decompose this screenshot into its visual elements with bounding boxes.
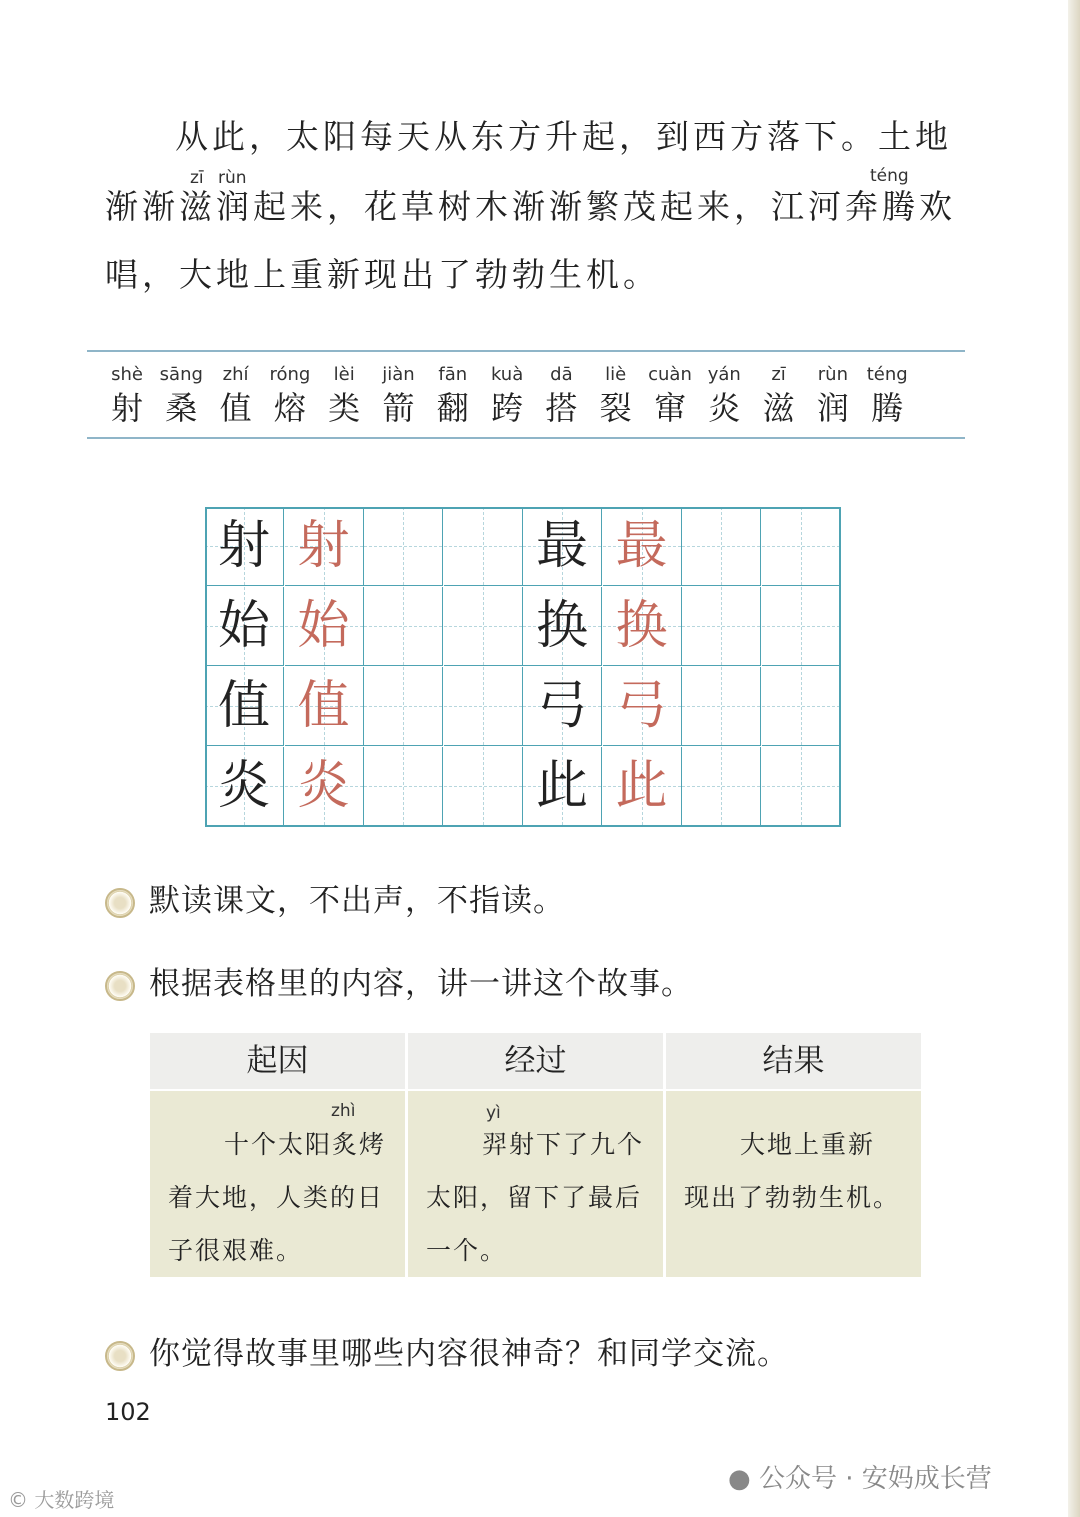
vocab-pinyin: róng [269,364,311,385]
pinyin-teng: téng [870,166,909,186]
vocab-item [480,362,534,428]
watermark-left [8,1484,114,1513]
vocab-item [534,362,588,428]
question-3-text: 你觉得故事里哪些内容很神奇？和同学交流。 [149,1336,789,1372]
vocab-item [426,362,480,428]
vocab-pinyin: téng [866,364,908,385]
trace-character: 弓 [615,676,668,736]
grid-cell [205,507,284,586]
model-character: 弓 [535,676,588,736]
vocab-item [752,362,806,428]
grid-cell [205,587,284,666]
grid-cell [285,667,364,746]
pinyin-run: rùn [218,168,247,188]
model-character: 炎 [217,756,270,816]
story-table [150,1033,921,1277]
vocab-item [100,362,154,428]
trace-character: 炎 [297,756,350,816]
vocab-pinyin: zī [771,364,786,385]
trace-character: 射 [297,516,350,576]
vocab-character: 腾 [871,389,904,427]
model-character: 最 [535,516,588,576]
grid-cell [603,587,682,666]
vocab-pinyin: fān [438,364,468,385]
flower-bullet-icon [105,1341,135,1371]
logo-icon: © [8,1488,28,1512]
vocab-character: 搭 [545,389,578,427]
vocab-strip [100,362,960,432]
vocab-pinyin: yán [707,364,741,385]
question-1-text: 默读课文，不出声，不指读。 [149,883,565,919]
model-character: 换 [535,596,588,656]
paragraph-line-1: 从此，太阳每天从东方升起，到西方落下。土地 [175,117,952,156]
question-1 [105,875,565,920]
trace-character: 此 [615,756,668,816]
vocab-character: 滋 [762,389,795,427]
trace-character: 始 [297,596,350,656]
vocab-pinyin: lèi [333,364,355,385]
vocab-character: 窜 [653,389,686,427]
grid-cell [285,507,364,586]
grid-cell [285,747,364,826]
vocab-item [317,362,371,428]
vocab-character: 跨 [491,389,524,427]
vocab-item [372,362,426,428]
grid-cell [523,587,602,666]
vocab-item [263,362,317,428]
question-3 [105,1328,789,1373]
process-line-3: 一个。 [426,1236,508,1265]
wechat-icon: ● [728,1464,751,1494]
vocab-character: 箭 [382,389,415,427]
model-character: 始 [217,596,270,656]
result-line-2: 现出了勃勃生机。 [684,1183,901,1212]
vocab-character: 裂 [599,389,632,427]
vocab-item [697,362,751,428]
cause-line-1: 十个太阳炙烤 [224,1130,387,1159]
grid-cell [285,587,364,666]
vocab-pinyin: kuà [490,364,524,385]
table-header-process: 经过 [408,1033,663,1089]
grid-cell [603,667,682,746]
vocab-item [806,362,860,428]
vocab-pinyin: rùn [817,364,848,385]
result-line-1: 大地上重新 [740,1130,876,1159]
vocab-pinyin: dā [550,364,573,385]
vocab-character: 翻 [436,389,469,427]
model-character: 值 [217,676,270,736]
vocab-rule-bottom [87,437,965,439]
vocab-item [154,362,208,428]
vocab-item [860,362,914,428]
vocab-pinyin: zhí [222,364,249,385]
grid-cell [523,507,602,586]
writing-grid [205,507,841,827]
pinyin-zhi: zhì [331,1101,356,1121]
vocab-pinyin: shè [111,364,143,385]
watermark-right [728,1458,992,1495]
watermark-right-text: 公众号 · 安妈成长营 [758,1464,992,1494]
vocab-rule-top [87,350,965,352]
grid-cell [205,747,284,826]
table-cell-cause [150,1091,405,1277]
grid-cell [603,507,682,586]
pinyin-zi: zī [190,168,204,188]
model-character: 射 [217,516,270,576]
vocab-character: 炎 [708,389,741,427]
page-edge [1068,0,1080,1517]
pinyin-yi: yì [486,1103,501,1123]
process-line-2: 太阳，留下了最后 [426,1183,643,1212]
paragraph-line-3: 唱，大地上重新现出了勃勃生机。 [105,255,660,294]
vocab-pinyin: liè [605,364,627,385]
trace-character: 最 [615,516,668,576]
vocab-character: 桑 [165,389,198,427]
table-cell-process [408,1091,663,1277]
table-header-result: 结果 [666,1033,921,1089]
paragraph-line-2: 渐渐滋润起来，花草树木渐渐繁茂起来，江河奔腾欢 [105,187,956,226]
trace-character: 换 [615,596,668,656]
story-paragraph [105,117,956,300]
vocab-character: 射 [110,389,143,427]
grid-cell [523,747,602,826]
vocab-pinyin: jiàn [382,364,415,385]
vocab-character: 润 [816,389,849,427]
vocab-pinyin: cuàn [648,364,692,385]
vocab-item [643,362,697,428]
page-number: 102 [105,1398,151,1426]
vocab-item [589,362,643,428]
model-character: 此 [535,756,588,816]
vocab-pinyin: sāng [159,364,203,385]
table-cell-result [666,1091,921,1277]
vocab-character: 熔 [273,389,306,427]
process-line-1: 羿射下了九个 [482,1130,645,1159]
cause-line-3: 子很艰难。 [168,1236,304,1265]
grid-cell [523,667,602,746]
watermark-left-text: 大数跨境 [34,1488,115,1512]
vocab-character: 值 [219,389,252,427]
vocab-character: 类 [328,389,361,427]
table-header-cause: 起因 [150,1033,405,1089]
flower-bullet-icon [105,971,135,1001]
cause-line-2: 着大地，人类的日 [168,1183,385,1212]
grid-cell [205,667,284,746]
question-2-text: 根据表格里的内容，讲一讲这个故事。 [149,966,693,1002]
question-2 [105,958,693,1003]
flower-bullet-icon [105,888,135,918]
grid-cell [603,747,682,826]
vocab-item [209,362,263,428]
trace-character: 值 [297,676,350,736]
